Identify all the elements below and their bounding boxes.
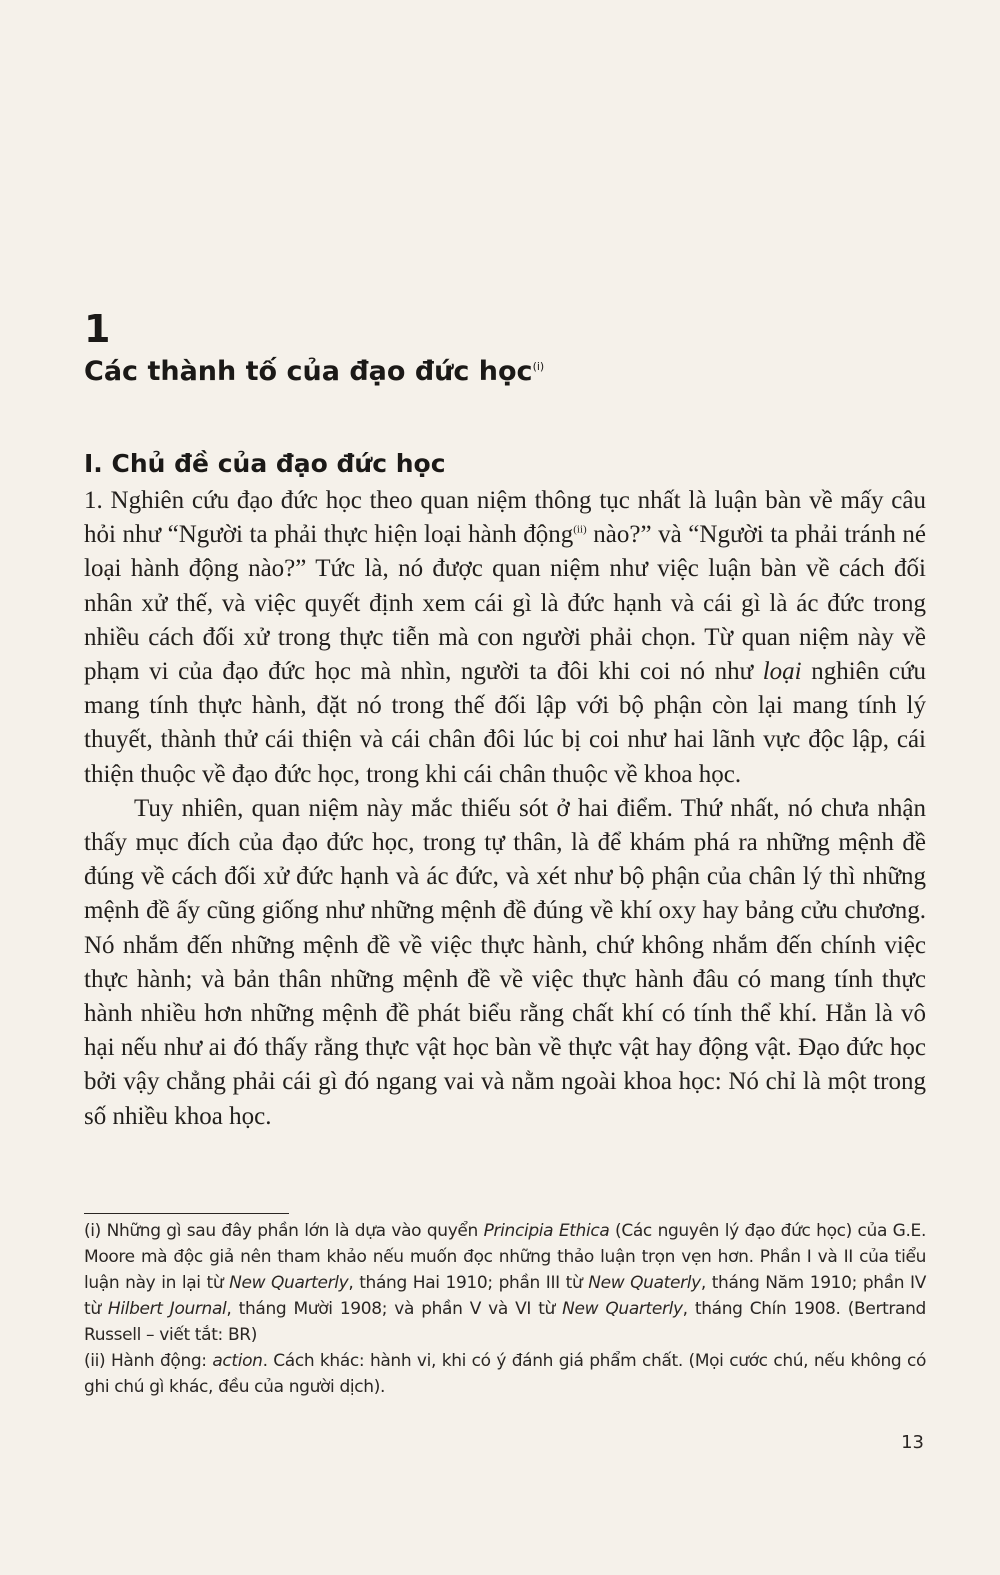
paragraph-1 — [84, 484, 926, 792]
footnote-1-text-a: (i) Những gì sau đây phần lớn là dựa vào quyển — [84, 1221, 484, 1241]
chapter-title-text: Các thành tố của đạo đức học — [84, 356, 533, 387]
paragraph-2: Tuy nhiên, quan niệm này mắc thiếu sót ở hai điểm. Thứ nhất, nó chưa nhận thấy mục đích của đạo đức học, trong tự thân, là để khám phá ra những mệnh đề đúng về cách đối xử đức hạnh và ác đức, và xét như bộ phận của chân lý thì những mệnh đề ấy cũng giống như những mệnh đề đúng về khí oxy hay bảng cửu chương. Nó nhắm đến những mệnh đề về việc thực hành, chứ không nhắm đến chính việc thực hành; và bản thân những mệnh đề về việc thực hành đâu có mang tính thực hành nhiều hơn những mệnh đề phát biểu rằng chất khí có tính thể khí. Hẳn là vô hại nếu như ai đó thấy rằng thực vật học bàn về thực vật hay động vật. Đạo đức học bởi vậy chẳng phải cái gì đó ngang vai và nằm ngoài khoa học: Nó chỉ là một trong số nhiều khoa học. — [84, 794, 926, 1130]
body-text — [84, 484, 926, 1134]
chapter-number: 1 — [84, 307, 111, 351]
footnote-1-title-hilbert-journal: Hilbert Journal — [107, 1299, 227, 1319]
footnote-1-text-b: (Các nguyên lý đạo đức học) của G.E. Moore mà độc giả nên tham khảo nếu muốn đọc những thảo luận trọn vẹn hơn. Phần I và II của tiểu luận này in lại từ — [84, 1221, 927, 1293]
footnote-2-text-b: . Cách khác: hành vi, khi có ý đánh giá phẩm chất. (Mọi cước chú, nếu không có ghi chú gì khác, đều của người dịch). — [84, 1351, 926, 1397]
page-number: 13 — [901, 1432, 924, 1453]
footnote-1-text-c: , tháng Hai 1910; phần III từ — [348, 1273, 589, 1293]
footnote-2-term: action — [212, 1351, 263, 1371]
paragraph-1-emphasis: loại — [762, 658, 802, 686]
footnote-1-text-d: , tháng Năm 1910; phần IV từ — [84, 1273, 926, 1319]
footnote-1-text-e: , tháng Mười 1908; và phần V và VI từ — [226, 1299, 563, 1319]
paragraph-1-part-b: nào?” và “Người ta phải tránh né loại hành động nào?” Tức là, nó được quan niệm như việc luận bàn về cách đối nhân xử thế, và việc quyết định xem cái gì là đức hạnh và cái gì là ác đức trong nhiều cách đối xử trong thực tiễn mà con người phải chọn. Từ quan niệm này về phạm vi của đạo đức học mà nhìn, người ta đôi khi coi nó như — [84, 521, 926, 686]
footnote-1-title-principia: Principia Ethica — [483, 1221, 610, 1241]
footnote-divider — [84, 1213, 289, 1214]
chapter-footnote-mark: (i) — [532, 360, 545, 373]
footnote-1 — [84, 1218, 926, 1348]
footnote-2-text-a: (ii) Hành động: — [84, 1351, 213, 1371]
paragraph-1-part-c: nghiên cứu mang tính thực hành, đặt nó trong thế đối lập với bộ phận còn lại mang tính lý thuyết, thành thử cái thiện và cái chân đôi lúc bị coi như hai lãnh vực độc lập, cái thiện thuộc về đạo đức học, trong khi cái chân thuộc về khoa học. — [84, 658, 926, 788]
footnote-1-text-f: , tháng Chín 1908. (Bertrand Russell – viết tắt: BR) — [84, 1299, 926, 1345]
footnote-1-title-new-quaterly: New Quaterly — [588, 1273, 701, 1293]
footnotes — [84, 1218, 926, 1400]
footnote-1-title-new-quarterly-2: New Quarterly — [562, 1299, 683, 1319]
chapter-title — [84, 352, 544, 392]
footnote-1-title-new-quarterly: New Quarterly — [229, 1273, 349, 1293]
paragraph-1-part-a: 1. Nghiên cứu đạo đức học theo quan niệm thông tục nhất là luận bàn về mấy câu hỏi như “Người ta phải thực hiện loại hành động — [84, 487, 926, 549]
footnote-mark-ii: (ii) — [573, 523, 587, 536]
section-title: I. Chủ đề của đạo đức học — [84, 449, 446, 478]
footnote-2 — [84, 1348, 926, 1400]
